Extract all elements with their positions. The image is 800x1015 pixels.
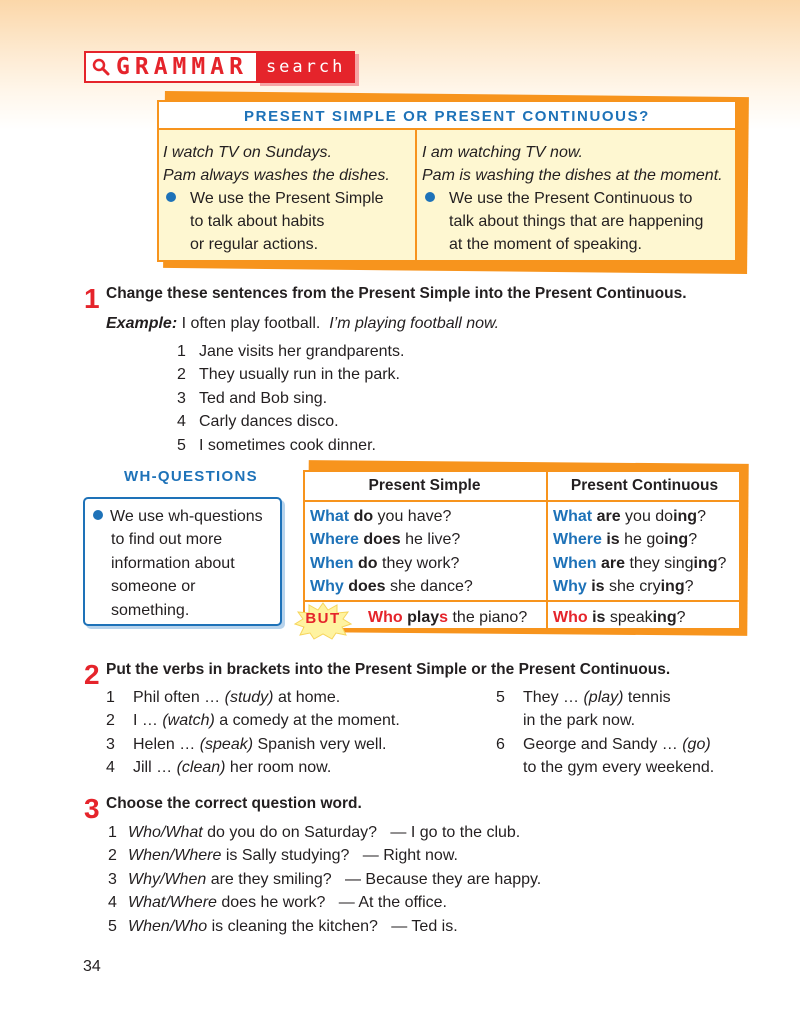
list-item: 4 Carly dances disco. — [177, 413, 339, 431]
rule-line: We use the Present Continuous to — [422, 187, 723, 210]
table-row: When are they singing? — [553, 554, 727, 572]
list-item: 6 George and Sandy … (go) — [496, 735, 711, 753]
rule-line: at the moment of speaking. — [449, 236, 642, 253]
grammar-label: GRAMMAR — [116, 54, 248, 80]
table-row: Why is she crying? — [553, 578, 694, 596]
table-row: What do you have? — [310, 508, 452, 525]
example-sentence: Pam is washing the dishes at the moment. — [422, 167, 723, 184]
rule-line: We use the Present Simple — [163, 187, 390, 210]
table-divider — [303, 500, 741, 502]
grammar-box-divider — [415, 130, 417, 262]
page-number: 34 — [83, 958, 101, 975]
list-item: 3 Helen … (speak) Spanish very well. — [106, 735, 387, 753]
table-row: When do they work? — [310, 554, 460, 572]
bullet-icon — [425, 192, 435, 202]
present-continuous-questions — [553, 505, 726, 599]
exercise-list-left — [106, 686, 400, 780]
list-item: 4 What/Where does he work? — At the office. — [108, 894, 447, 912]
present-simple-questions — [310, 505, 473, 599]
but-row-simple: Who plays the piano? — [368, 609, 528, 626]
bullet-icon — [166, 192, 176, 202]
info-line: someone or — [111, 578, 196, 596]
exercise-list-right — [496, 686, 714, 780]
grammar-box-left — [163, 141, 390, 256]
table-row: Why does she dance? — [310, 578, 473, 596]
info-line: We use wh-questions — [93, 505, 263, 528]
exercise-number: 2 — [84, 659, 100, 690]
exercise-example — [106, 312, 499, 335]
but-row-continuous: Who is speaking? — [553, 609, 686, 626]
column-header-present-continuous: Present Continuous — [570, 477, 719, 494]
exercise-instruction: Put the verbs in brackets into the Present Simple or the Present Continuous. — [106, 661, 671, 678]
list-item: 4 Jill … (clean) her room now. — [106, 759, 332, 777]
list-item: 2 When/Where is Sally studying? — Right now. — [108, 847, 458, 865]
list-item: 1 Jane visits her grandparents. — [177, 343, 405, 360]
example-sentence: I watch TV on Sundays. — [163, 144, 332, 161]
example-answer: I’m playing football now. — [329, 315, 500, 332]
list-item-continuation: in the park now. — [523, 712, 636, 730]
list-item: 3 Why/When are they smiling? — Because they are happy. — [108, 870, 542, 888]
wh-questions-heading: WH-QUESTIONS — [124, 468, 258, 485]
exercise-instruction: Change these sentences from the Present Simple into the Present Continuous. — [106, 285, 687, 302]
table-row: What are you doing? — [553, 508, 706, 525]
list-item: 2 I … (watch) a comedy at the moment. — [106, 712, 400, 730]
list-item: 5 I sometimes cook dinner. — [177, 436, 376, 454]
search-label: search — [256, 51, 355, 83]
list-item-continuation: to the gym every weekend. — [523, 759, 715, 777]
list-item: 3 Ted and Bob sing. — [177, 389, 328, 407]
list-item: 5 When/Who is cleaning the kitchen? — Ted is. — [108, 917, 458, 935]
example-sentence: Pam always washes the dishes. — [163, 167, 390, 184]
info-line: to find out more — [111, 531, 223, 549]
grammar-label-box — [84, 51, 256, 83]
rule-line: or regular actions. — [190, 236, 319, 253]
search-icon — [92, 58, 110, 76]
info-line: information about — [111, 554, 235, 572]
bullet-icon — [93, 510, 103, 520]
table-divider — [303, 600, 741, 602]
list-item: 5 They … (play) tennis — [496, 689, 671, 706]
info-line: something. — [111, 601, 190, 619]
exercise-list — [177, 340, 404, 457]
info-text — [93, 505, 263, 622]
example-label: Example: — [106, 315, 178, 332]
but-label: BUT — [305, 610, 341, 627]
example-sentence: I am watching TV now. — [422, 144, 583, 161]
list-item: 1 Phil often … (study) at home. — [106, 689, 341, 706]
example-text: I often play football. — [177, 315, 321, 332]
exercise-number: 3 — [84, 793, 100, 824]
grammar-box-right — [422, 141, 723, 256]
column-header-present-simple: Present Simple — [368, 477, 481, 494]
exercise-instruction: Choose the correct question word. — [106, 795, 362, 812]
exercise-number: 1 — [84, 283, 100, 314]
table-row: Where is he going? — [553, 531, 698, 549]
table-row: Where does he live? — [310, 531, 461, 549]
list-item: 2 They usually run in the park. — [177, 366, 400, 384]
rule-line: talk about things that are happening — [449, 213, 704, 230]
list-item: 1 Who/What do you do on Saturday? — I go to the club. — [108, 824, 521, 841]
grammar-search-header — [84, 51, 355, 83]
rule-line: to talk about habits — [190, 213, 325, 230]
exercise-list — [108, 821, 541, 938]
grammar-box-title: PRESENT SIMPLE OR PRESENT CONTINUOUS? — [157, 100, 737, 130]
